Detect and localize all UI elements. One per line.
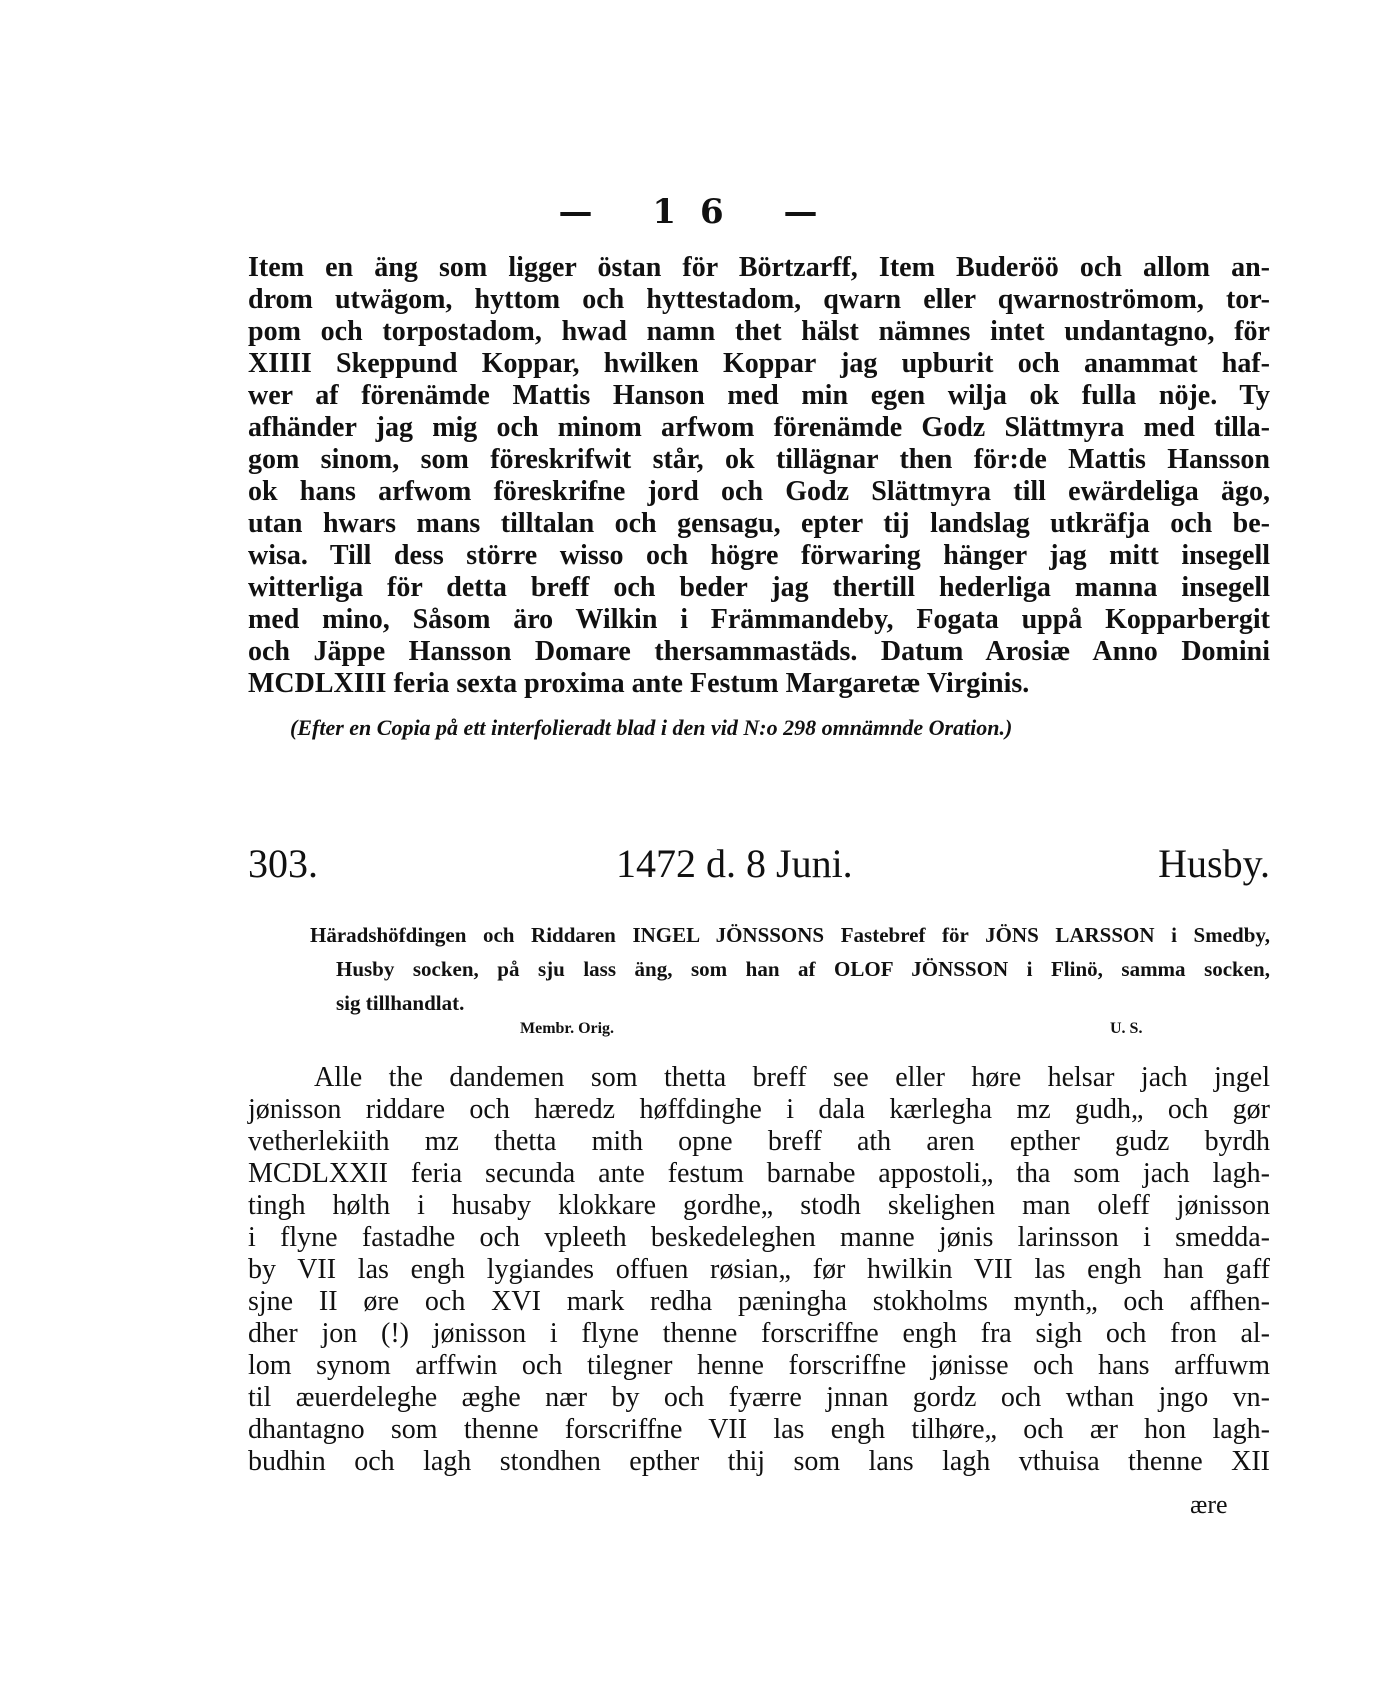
document-heading <box>248 840 1270 890</box>
archive-location: U. S. <box>1110 1020 1143 1037</box>
archive-source: Membr. Orig. <box>520 1020 615 1037</box>
letter-text <box>248 1062 1270 1478</box>
summary-line: Häradshöfdingen och Riddaren INGEL JÖNSSONS Fastebref för JÖNS LARSSON i Smedby, <box>310 923 1270 947</box>
text-line: utan hwars mans tilltalan och gensagu, epter tij landslag utkräfja och be- <box>248 508 1270 539</box>
document-date: 1472 d. 8 Juni. <box>616 841 853 886</box>
text-line: gom sinom, som föreskrifwit står, ok tillägnar then för:de Mattis Hansson <box>248 444 1270 475</box>
text-line: Item en äng som ligger östan för Börtzarff, Item Buderöö och allom an- <box>248 252 1270 283</box>
text-line: MCDLXIII feria sexta proxima ante Festum Margaretæ Virginis. <box>248 668 1030 699</box>
letter-line: dhantagno som thenne forscriffne VII las engh tilhøre„ och ær hon lagh- <box>248 1414 1270 1445</box>
letter-line: sjne II øre och XVI mark redha pæningha stokholms mynth„ och affhen- <box>248 1286 1270 1317</box>
text-line: och Jäppe Hansson Domare thersammastäds. Datum Arosiæ Anno Domini <box>248 636 1270 667</box>
catchword: ære <box>1190 1490 1228 1519</box>
letter-line: i flyne fastadhe och vpleeth beskedeleghen manne jønis larinsson i smedda- <box>248 1222 1270 1253</box>
letter-line: by VII las engh lygiandes offuen røsian„ før hwilkin VII las engh han gaff <box>248 1254 1270 1285</box>
text-line: drom utwägom, hyttom och hyttestadom, qwarn eller qwarnoströmom, tor- <box>248 284 1270 315</box>
summary-line: sig tillhandlat. <box>336 991 465 1015</box>
document-summary <box>310 918 1270 1020</box>
letter-line: MCDLXXII feria secunda ante festum barnabe appostoli„ tha som jach lagh- <box>248 1158 1270 1189</box>
archive-reference <box>0 1020 1400 1050</box>
text-line: pom och torpostadom, hwad namn thet hälst nämnes intet undantagno, för <box>248 316 1270 347</box>
letter-line: vetherlekiith mz thetta mith opne breff ath aren epther gudz byrdh <box>248 1126 1270 1157</box>
text-line: witterliga för detta breff och beder jag thertill hederliga manna insegell <box>248 572 1270 603</box>
letter-line: til æuerdeleghe æghe nær by och fyærre jnnan gordz och wthan jngo vn- <box>248 1382 1270 1413</box>
text-line: med mino, Såsom äro Wilkin i Främmandeby, Fogata uppå Kopparbergit <box>248 604 1270 635</box>
text-line: XIIII Skeppund Koppar, hwilken Koppar jag upburit och anammat haf- <box>248 348 1270 379</box>
letter-line: lom synom arffwin och tilegner henne forscriffne jønisse och hans arffuwm <box>248 1350 1270 1381</box>
document-place: Husby. <box>1158 841 1270 886</box>
summary-line: Husby socken, på sju lass äng, som han af OLOF JÖNSSON i Flinö, samma socken, <box>336 957 1270 981</box>
letter-line: dher jon (!) jønisson i flyne thenne forscriffne engh fra sigh och fron al- <box>248 1318 1270 1349</box>
letter-line: budhin och lagh stondhen epther thij som lans lagh vthuisa thenne XII <box>248 1446 1270 1477</box>
text-line: wisa. Till dess större wisso och högre förwaring hänger jag mitt insegell <box>248 540 1270 571</box>
text-line: wer af förenämde Mattis Hanson med min egen wilja ok fulla nöje. Ty <box>248 380 1270 411</box>
document-number: 303. <box>248 841 318 886</box>
text-line: ok hans arfwom föreskrifne jord och Godz Slättmyra till ewärdeliga ägo, <box>248 476 1270 507</box>
letter-line: Alle the dandemen som thetta breff see eller høre helsar jach jngel <box>314 1062 1270 1093</box>
page-number: — 16 — <box>558 192 842 232</box>
letter-line: tingh hølth i husaby klokkare gordhe„ stodh skelighen man oleff jønisson <box>248 1190 1270 1221</box>
source-note: (Efter en Copia på ett interfolieradt blad i den vid N:o 298 omnämnde Oration.) <box>290 715 1013 740</box>
letter-line: jønisson riddare och hæredz høffdinghe i dala kærlegha mz gudh„ och gør <box>248 1094 1270 1125</box>
text-line: afhänder jag mig och minom arfwom förenämde Godz Slättmyra med tilla- <box>248 412 1270 443</box>
body-paragraph <box>248 252 1270 700</box>
